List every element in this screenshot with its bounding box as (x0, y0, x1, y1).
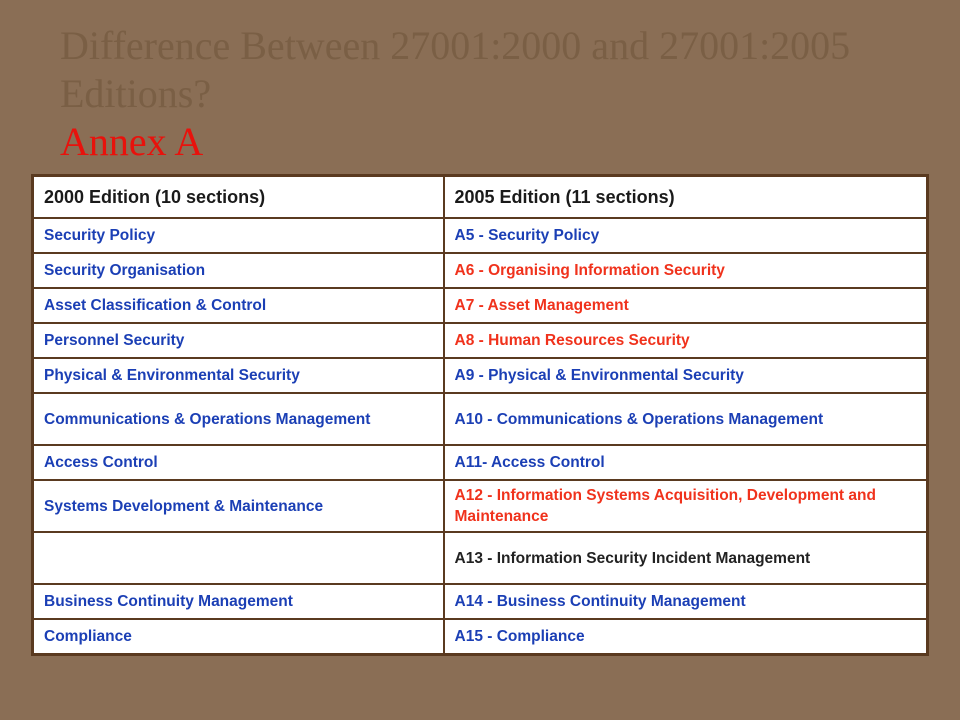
cell-2000-section: Business Continuity Management (33, 584, 444, 619)
header-2000-edition: 2000 Edition (10 sections) (33, 176, 444, 219)
cell-2000-section: Asset Classification & Control (33, 288, 444, 323)
table-header-row (33, 176, 928, 219)
cell-2005-section: A10 - Communications & Operations Management (444, 393, 928, 445)
table-row (33, 584, 928, 619)
cell-2000-section: Security Organisation (33, 253, 444, 288)
slide-title-subtitle: Annex A (60, 119, 204, 164)
table-row (33, 445, 928, 480)
table-row (33, 288, 928, 323)
table-row (33, 218, 928, 253)
cell-2005-section: A15 - Compliance (444, 619, 928, 655)
cell-2000-section: Security Policy (33, 218, 444, 253)
cell-2000-section: Physical & Environmental Security (33, 358, 444, 393)
table-row (33, 323, 928, 358)
cell-2000-section: Systems Development & Maintenance (33, 480, 444, 532)
cell-2005-section: A8 - Human Resources Security (444, 323, 928, 358)
cell-2005-section: A6 - Organising Information Security (444, 253, 928, 288)
cell-2000-section-empty (33, 532, 444, 584)
cell-2000-section: Compliance (33, 619, 444, 655)
cell-2005-section: A7 - Asset Management (444, 288, 928, 323)
table-row (33, 619, 928, 655)
table-row (33, 480, 928, 532)
cell-2000-section: Personnel Security (33, 323, 444, 358)
comparison-table (31, 174, 929, 656)
cell-2005-section: A13 - Information Security Incident Management (444, 532, 928, 584)
table-row (33, 253, 928, 288)
slide-title (60, 22, 920, 166)
cell-2005-section: A11- Access Control (444, 445, 928, 480)
table-row (33, 393, 928, 445)
table-row (33, 358, 928, 393)
cell-2005-section: A12 - Information Systems Acquisition, Development and Maintenance (444, 480, 928, 532)
cell-2005-section: A5 - Security Policy (444, 218, 928, 253)
cell-2000-section: Communications & Operations Management (33, 393, 444, 445)
header-2005-edition: 2005 Edition (11 sections) (444, 176, 928, 219)
cell-2005-section: A9 - Physical & Environmental Security (444, 358, 928, 393)
slide-title-main: Difference Between 27001:2000 and 27001:2005 Editions? (60, 23, 851, 116)
cell-2000-section: Access Control (33, 445, 444, 480)
cell-2005-section: A14 - Business Continuity Management (444, 584, 928, 619)
table-row (33, 532, 928, 584)
